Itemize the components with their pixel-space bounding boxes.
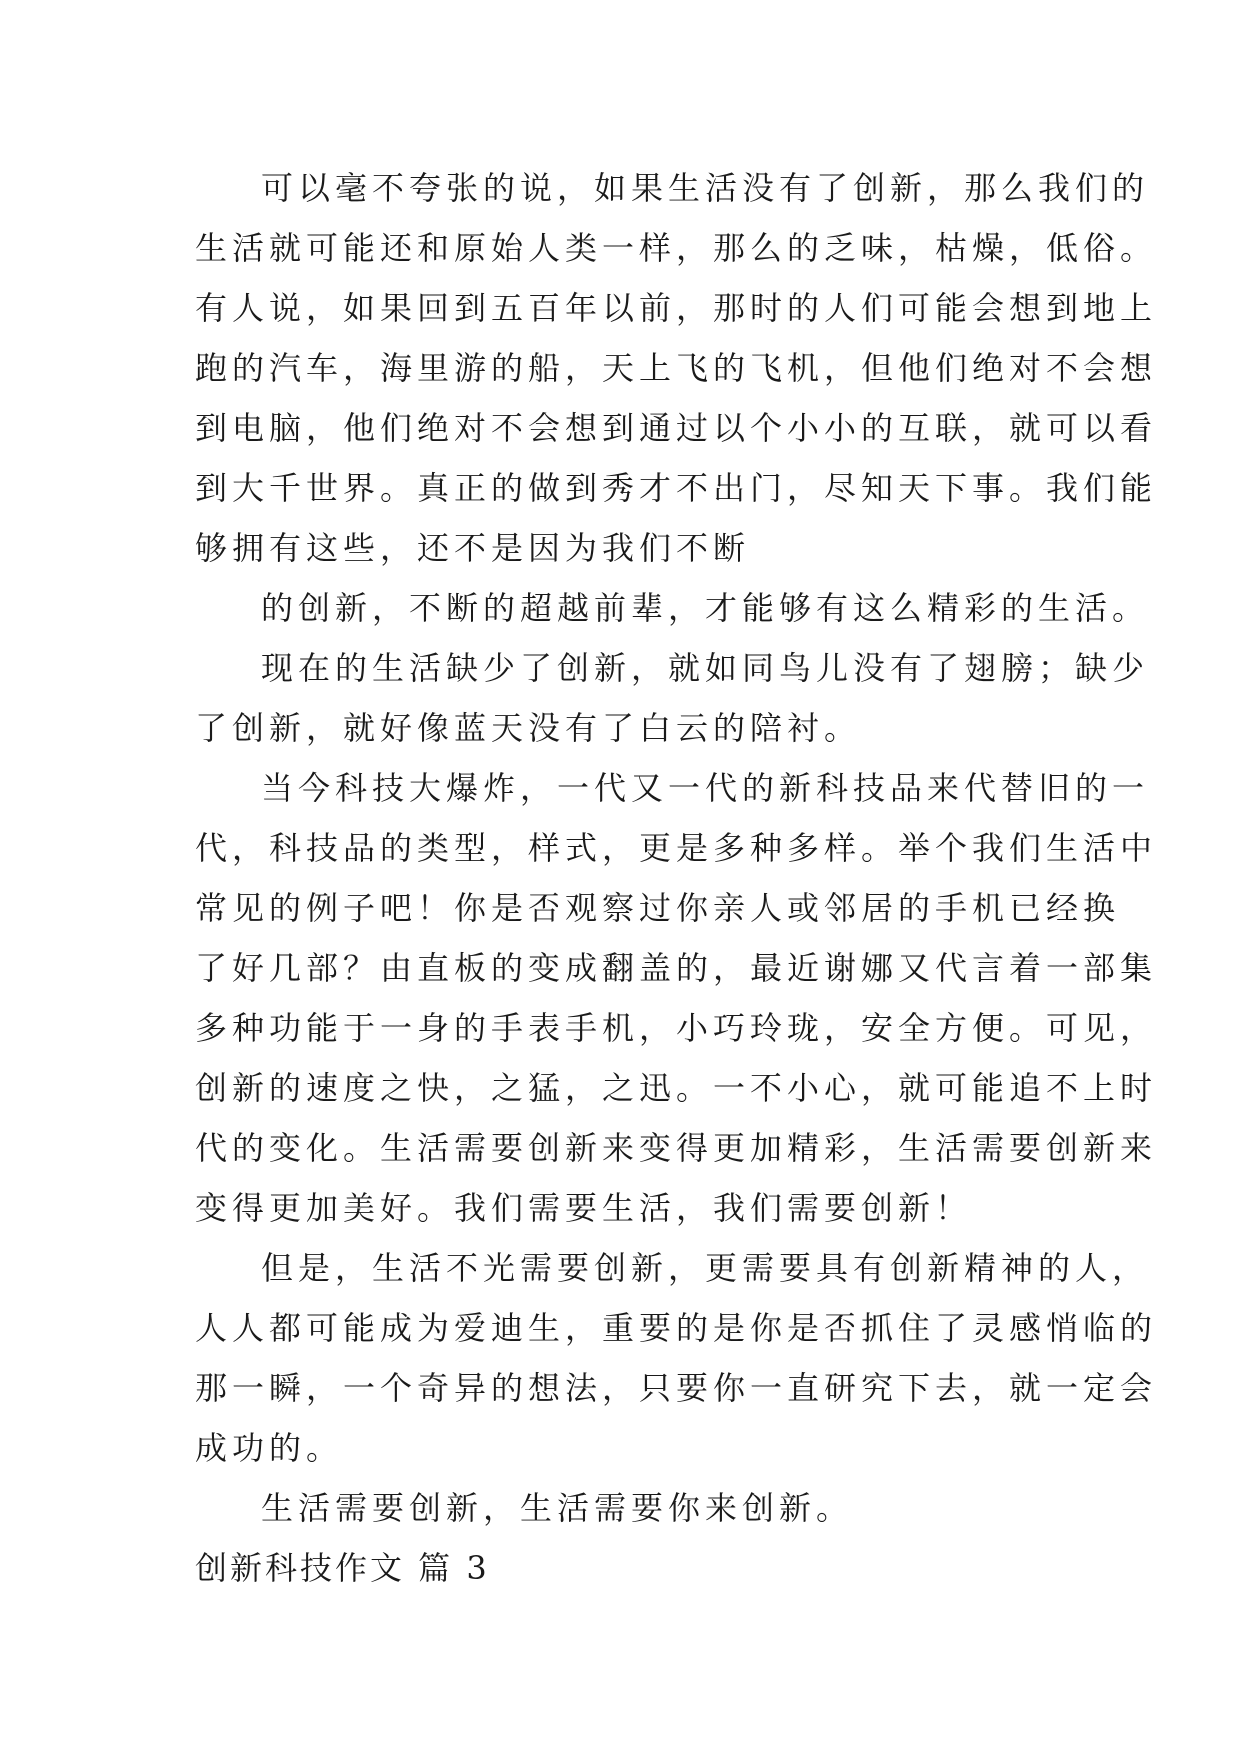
paragraph-5 xyxy=(195,1238,1158,1478)
text-line: 代，科技品的类型，样式，更是多种多样。举个我们生活中 xyxy=(195,829,1158,867)
text-line: 到大千世界。真正的做到秀才不出门，尽知天下事。我们能 xyxy=(195,469,1158,507)
text-line: 多种功能于一身的手表手机，小巧玲珑，安全方便。可见， xyxy=(195,1009,1158,1047)
text-line: 跑的汽车，海里游的船，天上飞的飞机，但他们绝对不会想 xyxy=(195,349,1158,387)
document-body xyxy=(195,158,1158,1598)
text-line: 变得更加美好。我们需要生活，我们需要创新！ xyxy=(195,1189,973,1227)
text-line: 可以毫不夸张的说，如果生活没有了创新，那么我们的 xyxy=(261,169,1150,207)
text-line: 代的变化。生活需要创新来变得更加精彩，生活需要创新来 xyxy=(195,1129,1158,1167)
text-line: 了创新，就好像蓝天没有了白云的陪衬。 xyxy=(195,709,862,747)
text-line: 创新的速度之快，之猛，之迅。一不小心，就可能追不上时 xyxy=(195,1069,1158,1107)
text-line: 到电脑，他们绝对不会想到通过以个小小的互联，就可以看 xyxy=(195,409,1158,447)
text-line: 成功的。 xyxy=(195,1429,344,1467)
paragraph-4 xyxy=(195,758,1158,1238)
text-line: 的创新，不断的超越前辈，才能够有这么精彩的生活。 xyxy=(261,589,1150,627)
text-line: 但是，生活不光需要创新，更需要具有创新精神的人， xyxy=(261,1249,1150,1287)
paragraph-6 xyxy=(195,1478,1055,1538)
text-line: 生活需要创新，生活需要你来创新。 xyxy=(261,1489,854,1527)
paragraph-1 xyxy=(195,158,1158,578)
text-line: 生活就可能还和原始人类一样，那么的乏味，枯燥，低俗。 xyxy=(195,229,1158,267)
text-line: 那一瞬，一个奇异的想法，只要你一直研究下去，就一定会 xyxy=(195,1369,1158,1407)
text-line: 现在的生活缺少了创新，就如同鸟儿没有了翅膀；缺少 xyxy=(261,649,1150,687)
text-line: 够拥有这些，还不是因为我们不断 xyxy=(195,529,751,567)
text-line: 有人说，如果回到五百年以前，那时的人们可能会想到地上 xyxy=(195,289,1158,327)
text-line: 当今科技大爆炸，一代又一代的新科技品来代替旧的一 xyxy=(261,769,1150,807)
text-line: 常见的例子吧！你是否观察过你亲人或邻居的手机已经换 xyxy=(195,889,1121,927)
paragraph-2 xyxy=(195,578,1150,638)
text-line: 了好几部？由直板的变成翻盖的，最近谢娜又代言着一部集 xyxy=(195,949,1158,987)
paragraph-3 xyxy=(195,638,1150,758)
section-heading: 创新科技作文 篇 3 xyxy=(195,1549,490,1587)
text-line: 人人都可能成为爱迪生，重要的是你是否抓住了灵感悄临的 xyxy=(195,1309,1158,1347)
